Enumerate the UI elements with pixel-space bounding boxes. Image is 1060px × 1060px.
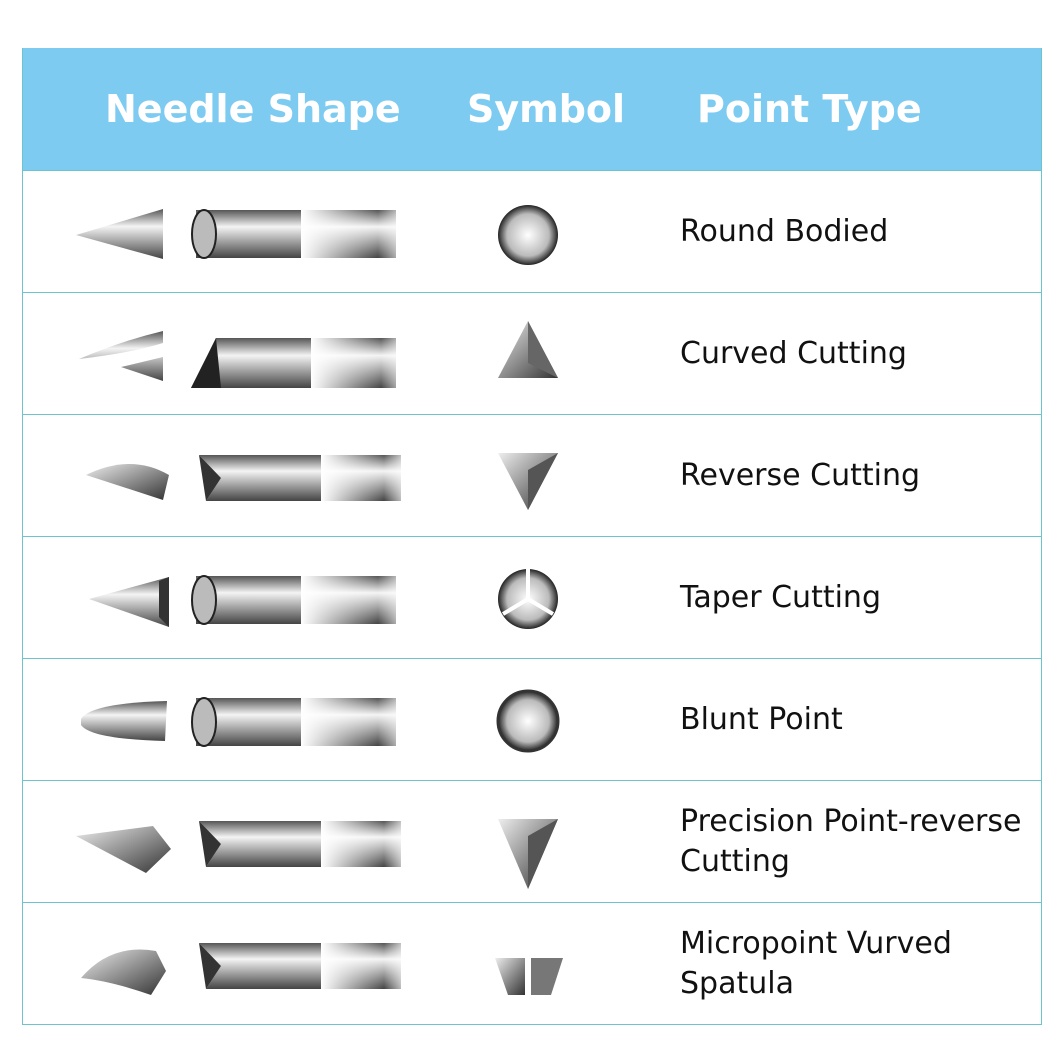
point-type-label: Reverse Cutting: [680, 457, 920, 493]
table-row: [23, 415, 1041, 537]
curved-cutting-tip-icon: [79, 331, 163, 381]
header-needle-shape: Needle Shape: [105, 87, 401, 131]
table-row: [23, 537, 1041, 659]
flat-body-icon: [199, 817, 411, 871]
needle-shape-illustration: [71, 293, 411, 414]
round-body-icon: [192, 572, 411, 628]
cone-tip-icon: [76, 209, 163, 259]
triangular-body-icon: [191, 333, 411, 393]
blunt-tip-icon: [81, 701, 167, 741]
point-type-label: Round Bodied: [680, 213, 889, 249]
round-body-icon: [192, 694, 411, 750]
needle-shape-illustration: [71, 415, 411, 536]
header-symbol: Symbol: [467, 87, 626, 131]
needle-shape-illustration: [71, 903, 411, 1024]
table-row: [23, 903, 1041, 1024]
trapezoid-icon: [493, 903, 563, 1024]
segmented-circle-icon: [493, 537, 563, 658]
needle-shape-illustration: [71, 537, 411, 658]
flat-body-icon: [199, 939, 411, 993]
precision-tip-icon: [76, 826, 171, 873]
table-row: [23, 659, 1041, 781]
ring-icon: [493, 659, 563, 780]
point-type-label: Taper Cutting: [680, 579, 881, 615]
table-body: [23, 171, 1041, 1024]
point-type-label: Blunt Point: [680, 701, 843, 737]
header-point-type: Point Type: [697, 87, 922, 131]
triangle-up-icon: [493, 293, 563, 414]
cone-disc-icon: [493, 171, 563, 292]
triangle-down-icon: [493, 415, 563, 536]
round-body-icon: [192, 206, 411, 262]
needle-shape-illustration: [71, 171, 411, 292]
table-header: [23, 48, 1041, 171]
needle-point-table: [22, 48, 1042, 1025]
table-row: [23, 293, 1041, 415]
point-type-label: Curved Cutting: [680, 335, 907, 371]
needle-shape-illustration: [71, 659, 411, 780]
needle-shape-illustration: [71, 781, 411, 902]
long-triangle-down-icon: [493, 781, 563, 902]
table-row: [23, 171, 1041, 293]
table-row: [23, 781, 1041, 903]
point-type-label: Precision Point-reverse Cutting: [680, 803, 1022, 879]
reverse-cutting-tip-icon: [86, 464, 169, 500]
spatula-tip-icon: [81, 950, 166, 995]
flat-body-icon: [199, 451, 411, 505]
point-type-label: Micropoint Vurved Spatula: [680, 925, 952, 1001]
taper-cutting-tip-icon: [89, 577, 169, 627]
